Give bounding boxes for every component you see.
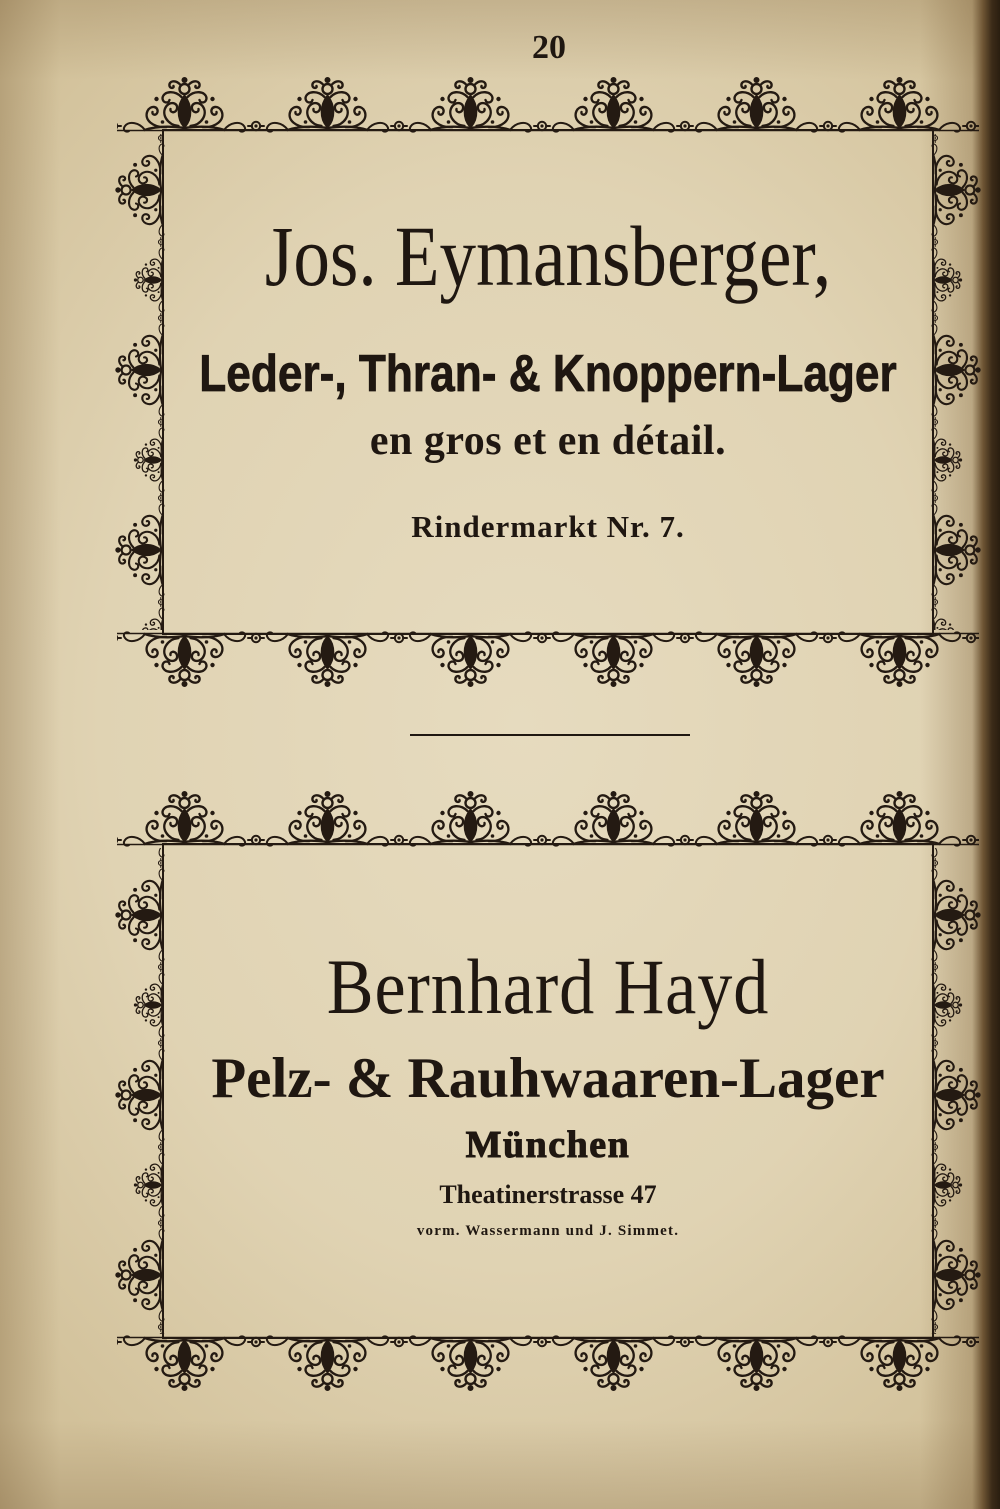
ornament-top-band	[117, 72, 979, 135]
business-name: Bernhard Hayd	[326, 943, 770, 1030]
advertisement-hayd	[113, 786, 983, 1396]
ornament-top-band	[117, 786, 979, 849]
business-address: Rindermarkt Nr. 7.	[411, 509, 685, 544]
business-trade: Leder-, Thran- & Knoppern-Lager	[199, 345, 897, 403]
business-tagline: en gros et en détail.	[369, 418, 727, 464]
page-number: 20	[532, 29, 566, 66]
divider-rule	[410, 734, 690, 736]
advertisement-eymansberger	[113, 72, 983, 692]
business-city: München	[465, 1124, 631, 1166]
ornament-right-column	[929, 134, 983, 630]
business-address: Theatinerstrasse 47	[439, 1180, 657, 1209]
business-predecessor-note: vorm. Wassermann und J. Simmet.	[416, 1223, 680, 1239]
ornament-bottom-band	[117, 1333, 979, 1396]
business-trade: Pelz- & Rauhwaaren-Lager	[211, 1047, 885, 1110]
ornament-left-column	[113, 134, 167, 630]
business-name: Jos. Eymansberger,	[264, 208, 832, 304]
ornament-bottom-band	[117, 629, 979, 692]
